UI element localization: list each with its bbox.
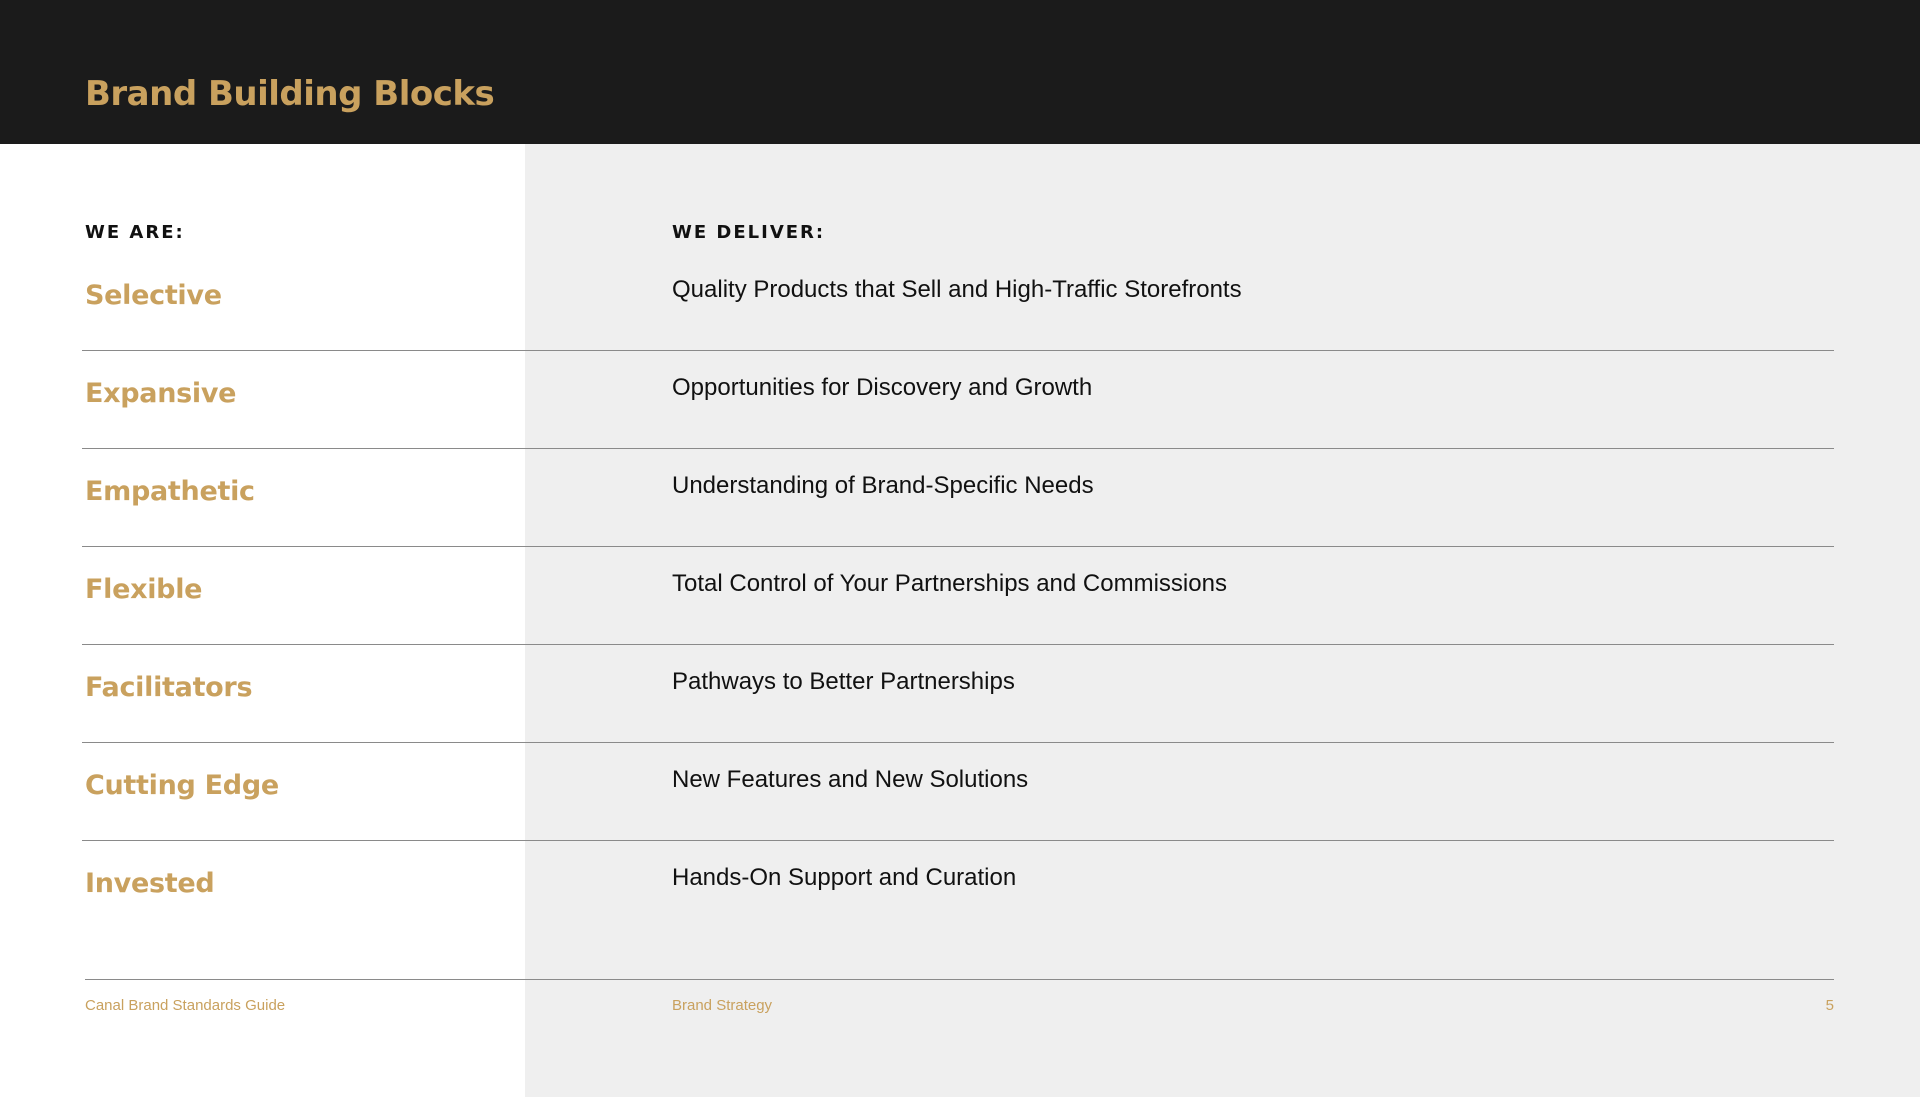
delivery-text: Opportunities for Discovery and Growth <box>672 374 1093 401</box>
delivery-text: Pathways to Better Partnerships <box>672 668 1015 695</box>
attribute-label: Expansive <box>85 378 237 409</box>
delivery-text: Total Control of Your Partnerships and Commissions <box>672 570 1227 597</box>
table-row <box>82 743 1834 841</box>
footer-guide-name: Canal Brand Standards Guide <box>85 997 286 1014</box>
delivery-text: Hands-On Support and Curation <box>672 864 1017 891</box>
attribute-label: Empathetic <box>85 476 255 507</box>
header-bar <box>0 0 1920 144</box>
table-row <box>82 351 1834 449</box>
attribute-label: Selective <box>85 280 222 311</box>
table-row <box>82 253 1834 351</box>
page-title: Brand Building Blocks <box>85 74 495 114</box>
attribute-label: Cutting Edge <box>85 770 279 801</box>
page-number: 5 <box>1825 997 1834 1014</box>
table-row <box>82 645 1834 743</box>
delivery-text: Quality Products that Sell and High-Traffic Storefronts <box>672 276 1242 303</box>
footer-section: Brand Strategy <box>672 997 773 1014</box>
we-are-heading: WE ARE: <box>85 222 185 243</box>
attribute-label: Flexible <box>85 574 203 605</box>
table-row <box>82 841 1834 939</box>
delivery-text: Understanding of Brand-Specific Needs <box>672 472 1094 499</box>
table-row <box>82 449 1834 547</box>
we-deliver-heading: WE DELIVER: <box>672 222 826 243</box>
footer-divider <box>85 979 1834 980</box>
table-row <box>82 547 1834 645</box>
attribute-label: Invested <box>85 868 215 899</box>
delivery-text: New Features and New Solutions <box>672 766 1029 793</box>
attribute-label: Facilitators <box>85 672 253 703</box>
